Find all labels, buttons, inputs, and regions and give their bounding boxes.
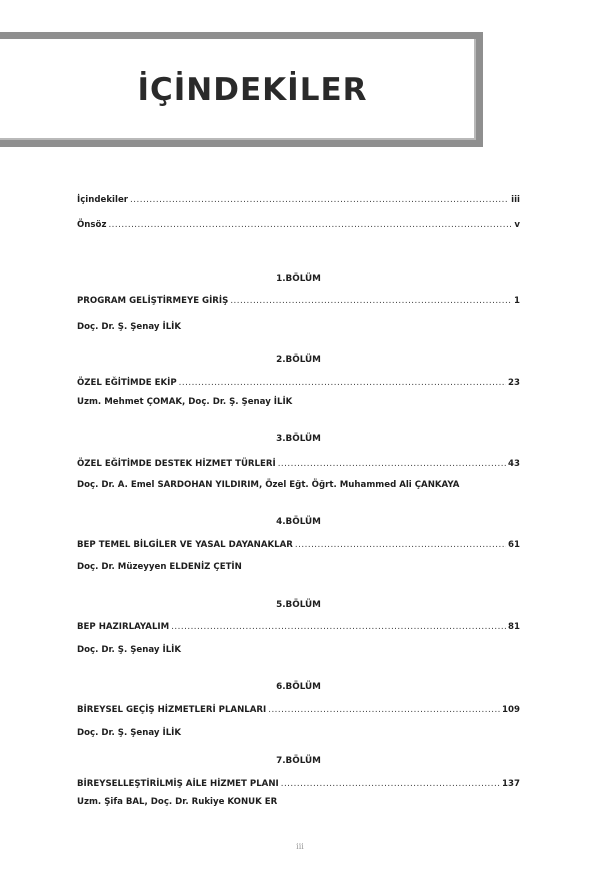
chapter-authors: Doç. Dr. Ş. Şenay İLİK [77,728,182,738]
toc-entry-contents[interactable]: İçindekiler ..... iii [77,195,520,205]
section-heading: 6.BÖLÜM [276,682,321,692]
toc-entry-chapter-5[interactable]: BEP HAZIRLAYALIM ..... 81 [77,622,520,632]
leader-dots [278,459,506,469]
toc-entry-preface[interactable]: Önsöz ..... v [77,220,520,230]
section-heading: 1.BÖLÜM [276,274,321,284]
leader-dots [171,622,506,632]
toc-entry-chapter-3[interactable]: ÖZEL EĞİTİMDE DESTEK HİZMET TÜRLERİ ..... 43 [77,459,520,469]
leader-dots [230,296,512,306]
section-heading: 5.BÖLÜM [276,600,321,610]
chapter-authors: Uzm. Şifa BAL, Doç. Dr. Rukiye KONUK ER [77,797,278,807]
leader-dots [295,540,506,550]
chapter-authors: Doç. Dr. A. Emel SARDOHAN YILDIRIM, Özel Eğt. Öğrt. Muhammed Ali ÇANKAYA [77,480,460,490]
toc-entry-chapter-2[interactable]: ÖZEL EĞİTİMDE EKİP ..... 23 [77,378,520,388]
leader-dots [179,378,506,388]
toc-entry-chapter-7[interactable]: BİREYSELLEŞTİRİLMİŞ AİLE HİZMET PLANI ..... 137 [77,779,520,789]
chapter-authors: Doç. Dr. Ş. Şenay İLİK [77,645,182,655]
chapter-authors: Doç. Dr. Ş. Şenay İLİK [77,322,182,332]
page-number: iii [296,842,304,851]
section-heading: 4.BÖLÜM [276,517,321,527]
chapter-authors: Uzm. Mehmet ÇOMAK, Doç. Dr. Ş. Şenay İLİK [77,397,293,407]
leader-dots [130,195,509,205]
section-heading: 7.BÖLÜM [276,756,321,766]
section-heading: 3.BÖLÜM [276,434,321,444]
toc-entry-chapter-6[interactable]: BİREYSEL GEÇİŞ HİZMETLERİ PLANLARI ..... 109 [77,705,520,715]
leader-dots [281,779,500,789]
chapter-authors: Doç. Dr. Müzeyyen ELDENİZ ÇETİN [77,562,242,572]
toc-entry-chapter-4[interactable]: BEP TEMEL BİLGİLER VE YASAL DAYANAKLAR ..... 61 [77,540,520,550]
leader-dots [268,705,500,715]
leader-dots [108,220,512,230]
toc-entry-chapter-1[interactable]: PROGRAM GELİŞTİRMEYE GİRİŞ ..... 1 [77,296,520,306]
section-heading: 2.BÖLÜM [276,355,321,365]
page-title: İÇİNDEKİLER [137,72,368,108]
